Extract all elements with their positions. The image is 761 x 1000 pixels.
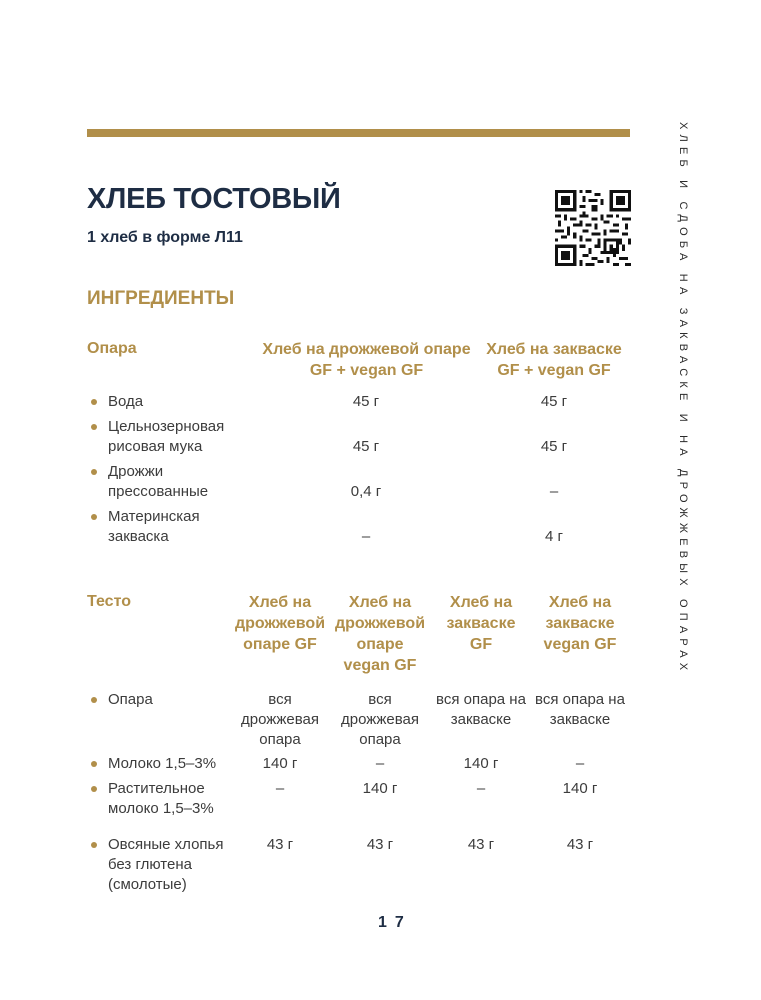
testo-section-label: Тесто	[87, 593, 131, 610]
bullet-dot	[91, 697, 97, 703]
ingredient-value: 140 г	[262, 755, 298, 772]
opara-col-header-sourdough: Хлеб на закваске GF + vegan GF	[486, 341, 622, 379]
bullet-dot	[91, 424, 97, 430]
recipe-yield: 1 хлеб в форме Л11	[87, 229, 243, 246]
testo-col-header-3: Хлеб на закваске GF	[446, 594, 516, 653]
ingredient-value: 140 г	[362, 780, 398, 797]
ingredient-value: вся опара на закваске	[436, 691, 526, 728]
testo-col-header-1: Хлеб на дрожжевой опаре GF	[234, 594, 326, 653]
ingredient-value: 140 г	[562, 780, 598, 797]
opara-col-header-yeast: Хлеб на дрожжевой опаре GF + vegan GF	[262, 341, 471, 379]
ingredient-name: Материнская закваска	[108, 508, 200, 545]
ingredient-value: 45 г	[540, 438, 568, 455]
ingredient-name: Цельнозерновая рисовая мука	[108, 418, 225, 455]
ingredient-value: –	[549, 483, 559, 500]
ingredient-name: Вода	[108, 393, 144, 410]
top-accent-bar	[87, 129, 630, 137]
bullet-dot	[91, 514, 97, 520]
ingredient-value: вся опара на закваске	[535, 691, 625, 728]
ingredient-value: 43 г	[266, 836, 294, 853]
ingredient-value: –	[575, 755, 585, 772]
ingredient-value: 43 г	[366, 836, 394, 853]
ingredient-name: Овсяные хлопья без глютена (смолотые)	[108, 836, 224, 893]
ingredient-value: 45 г	[352, 393, 380, 410]
ingredient-name: Опара	[108, 691, 153, 708]
ingredient-value: –	[375, 755, 385, 772]
ingredient-value: 0,4 г	[350, 483, 382, 500]
qr-code-icon[interactable]	[555, 190, 631, 266]
ingredient-value: 45 г	[352, 438, 380, 455]
bullet-dot	[91, 469, 97, 475]
ingredient-value: 140 г	[463, 755, 499, 772]
testo-col-header-2: Хлеб на дрожжевой опаре vegan GF	[334, 594, 426, 674]
ingredient-value: 45 г	[540, 393, 568, 410]
side-running-title: ХЛЕБ И СДОБА НА ЗАКВАСКЕ И НА ДРОЖЖЕВЫХ ОПАРАХ	[677, 122, 689, 676]
opara-section-label: Опара	[87, 340, 137, 357]
ingredient-value: 43 г	[467, 836, 495, 853]
page-title: ХЛЕБ ТОСТОВЫЙ	[87, 183, 341, 215]
ingredient-name: Дрожжи прессованные	[108, 463, 209, 500]
ingredient-value: –	[476, 780, 486, 797]
ingredient-value: 4 г	[545, 528, 563, 545]
bullet-dot	[91, 761, 97, 767]
ingredients-heading: ИНГРЕДИЕНТЫ	[87, 288, 235, 309]
page-number: 17	[378, 914, 412, 931]
ingredient-value: вся дрожжевая опара	[241, 691, 319, 748]
bullet-dot	[91, 399, 97, 405]
ingredient-value: вся дрожжевая опара	[341, 691, 419, 748]
bullet-dot	[91, 842, 97, 848]
ingredient-name: Растительное молоко 1,5–3%	[108, 780, 214, 817]
ingredient-value: –	[275, 780, 285, 797]
ingredient-value: 43 г	[566, 836, 594, 853]
ingredient-value: –	[361, 528, 371, 545]
testo-col-header-4: Хлеб на закваске vegan GF	[543, 594, 617, 653]
ingredient-name: Молоко 1,5–3%	[108, 755, 217, 772]
bullet-dot	[91, 786, 97, 792]
